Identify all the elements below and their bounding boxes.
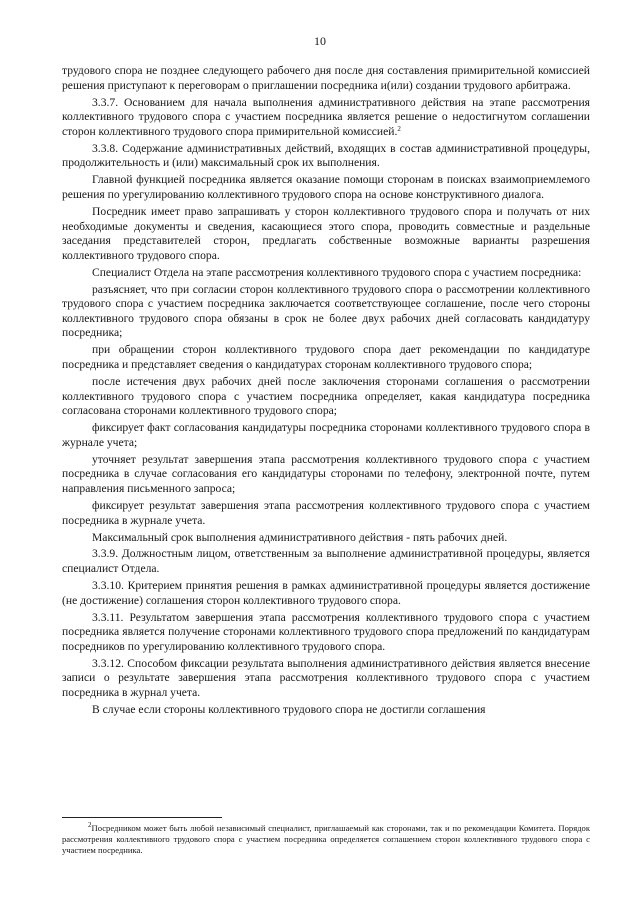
paragraph <box>62 96 590 140</box>
paragraph: разъясняет, что при согласии сторон коллективного трудового спора о рассмотрении коллективного трудового спора с участием посредника заключается соответствующее соглашение, после чего стороны коллективного трудового спора обязаны в срок не более двух рабочих дней согласовать кандидатуру посредника; <box>62 282 590 340</box>
paragraph: 3.3.10. Критерием принятия решения в рамках административной процедуры является достижение (не достижение) соглашения сторон коллективного трудового спора. <box>62 579 590 607</box>
paragraph: В случае если стороны коллективного трудового спора не достигли соглашения <box>92 702 486 716</box>
paragraph: Максимальный срок выполнения административного действия - пять рабочих дней. <box>92 530 508 544</box>
document-body <box>62 64 590 720</box>
footnote <box>62 823 590 856</box>
paragraph: 3.3.12. Способом фиксации результата выполнения административного действия является внесение записи о результате завершения этапа рассмотрения коллективного трудового спора с участием посредника в журнал учета. <box>62 656 590 699</box>
paragraph: Посредник имеет право запрашивать у сторон коллективного трудового спора и получать от них необходимые документы и сведения, касающиеся этого спора, проводить совместные и раздельные заседания представителей сторон, предлагать собственные возможные варианты разрешения коллективного трудового спора. <box>62 204 590 262</box>
paragraph: уточняет результат завершения этапа рассмотрения коллективного трудового спора с участием посредника в случае согласования его кандидатуры сторонами по телефону, электронной почте, путем направления письменного запроса; <box>62 452 590 495</box>
paragraph: 3.3.8. Содержание административных действий, входящих в состав административной процедуры, продолжительность и (или) максимальный срок их выполнения. <box>62 141 590 170</box>
paragraph: Специалист Отдела на этапе рассмотрения коллективного трудового спора с участием посредника: <box>92 265 582 279</box>
paragraph: при обращении сторон коллективного трудового спора дает рекомендации по кандидатуре посредника и представляет сведения о кандидатурах сторонам коллективного трудового спора; <box>62 343 590 372</box>
footnote-divider <box>62 817 222 818</box>
paragraph: после истечения двух рабочих дней после заключения сторонами соглашения о рассмотрении коллективного трудового спора с участием посредника определяет, какая кандидатура посредника согласована сторонами коллективного трудового спора; <box>62 375 590 418</box>
footnote-text: Посредником может быть любой независимый специалист, приглашаемый как сторонами, так и по рекомендации Комитета. Порядок рассмотрения коллективного трудового спора с участием посредника определяется соглашением сторон коллективного трудового спора с участием посредника. <box>62 823 590 855</box>
footnote-ref: 2 <box>397 124 401 133</box>
paragraph: 3.3.9. Должностным лицом, ответственным за выполнение административной процедуры, является специалист Отдела. <box>62 547 590 576</box>
page-number: 10 <box>314 34 326 48</box>
paragraph: фиксирует результат завершения этапа рассмотрения коллективного трудового спора с участием посредника в журнале учета. <box>62 498 590 527</box>
paragraph-text: 3.3.7. Основанием для начала выполнения административного действия на этапе рассмотрения коллективного трудового спора с участием посредника является решение о недостигнутом соглашении сторон коллективного трудового спора примирительной комиссией. <box>62 95 590 138</box>
paragraph: фиксирует факт согласования кандидатуры посредника сторонами коллективного трудового спора в журнале учета; <box>62 421 590 449</box>
paragraph: 3.3.11. Результатом завершения этапа рассмотрения коллективного трудового спора с участием посредника является получение сторонами коллективного трудового спора предложений по кандидатурам посредников по урегулированию коллективного трудового спора. <box>62 610 590 653</box>
paragraph: Главной функцией посредника является оказание помощи сторонам в поисках взаимоприемлемого решения по урегулированию коллективного трудового спора на основе конструктивного диалога. <box>62 173 590 201</box>
paragraph: трудового спора не позднее следующего рабочего дня после дня составления примирительной комиссией решения приступают к переговорам о приглашении посредника и(или) создании трудового арбитража. <box>62 64 590 92</box>
footnote-marker: 2 <box>88 821 92 829</box>
